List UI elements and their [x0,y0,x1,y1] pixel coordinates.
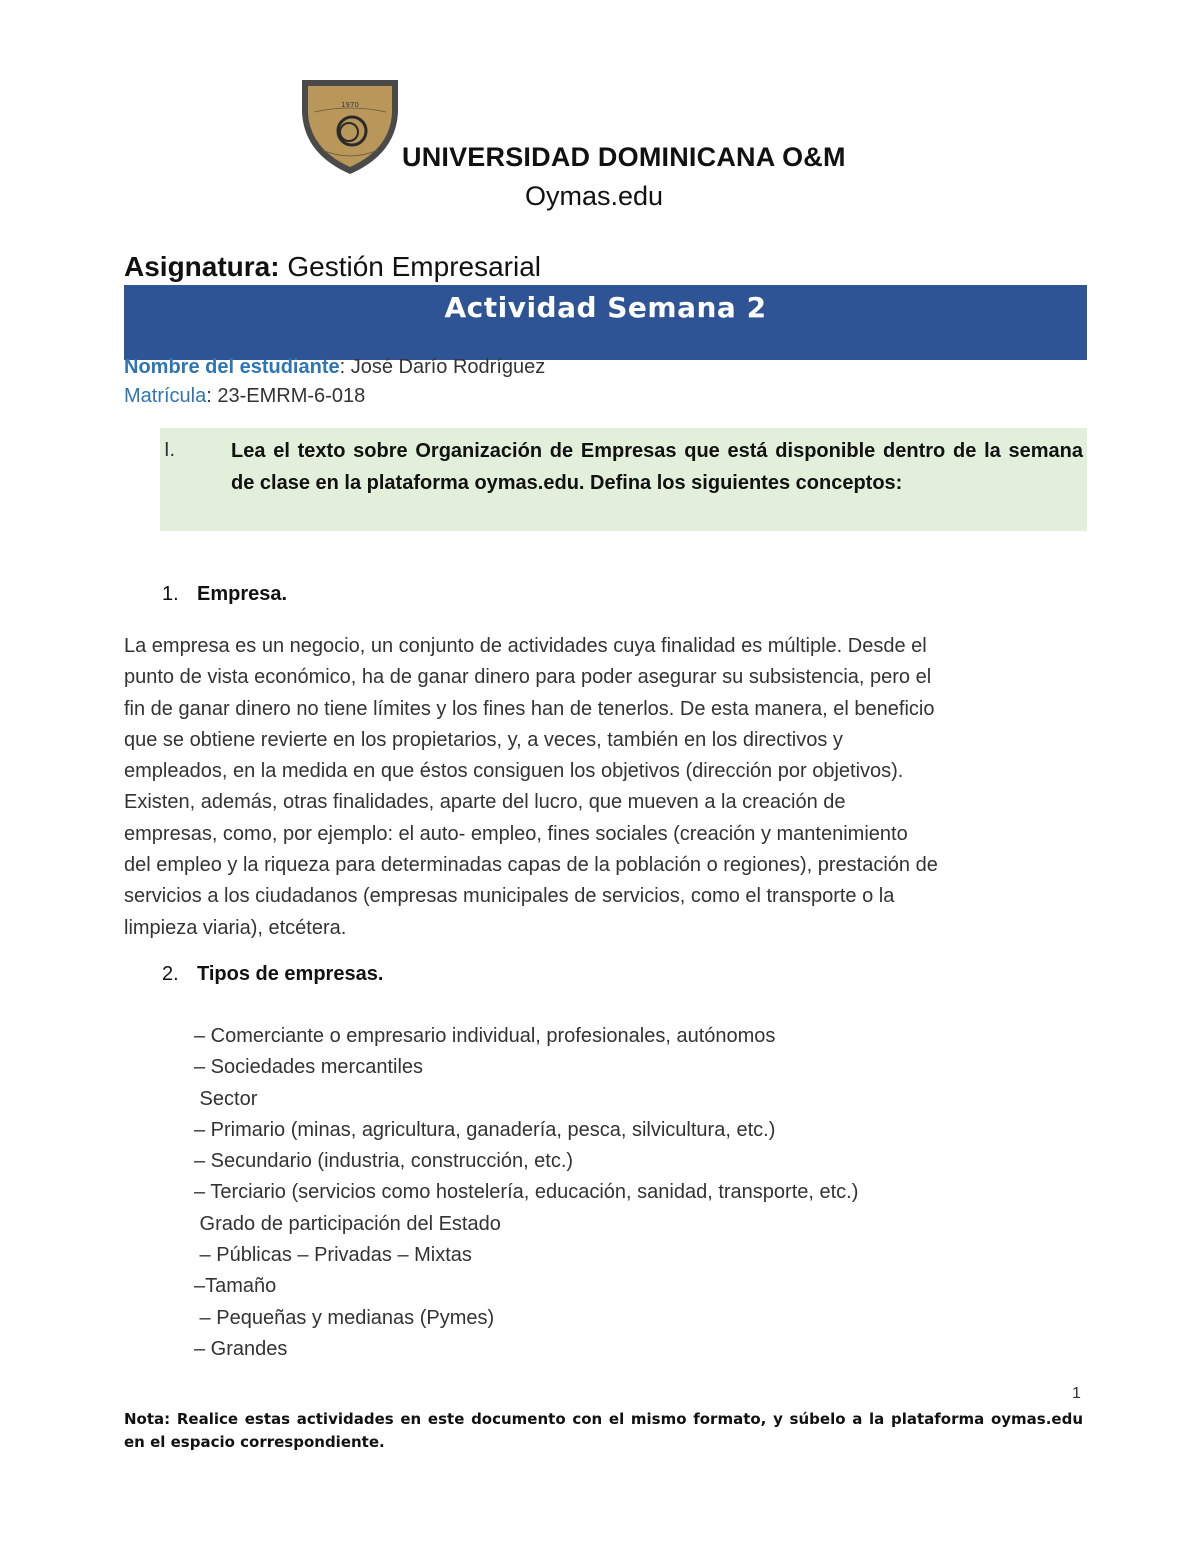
section-heading-tipos [162,963,383,986]
paragraph-line: del empleo y la riqueza para determinadas capas de la población o regiones), prestación de [124,854,938,877]
instruction-number: I. [164,439,176,461]
list-item: – Pequeñas y medianas (Pymes) [194,1306,495,1329]
section-title: Empresa. [197,583,288,605]
paragraph-line: La empresa es un negocio, un conjunto de actividades cuya finalidad es múltiple. Desde el [124,635,927,657]
list-item: – Públicas – Privadas – Mixtas [194,1244,472,1267]
student-id-label: Matrícula [124,385,207,407]
university-name: UNIVERSIDAD DOMINICANA O&M [402,142,846,172]
paragraph-line: empresas, como, por ejemplo: el auto- empleo, fines sociales (creación y mantenimiento [124,822,908,845]
paragraph-line: servicios a los ciudadanos (empresas municipales de servicios, como el transporte o la [124,885,895,908]
list-item: – Grandes [194,1337,288,1360]
activity-title: Actividad Semana 2 [444,291,767,324]
list-item: –Tamaño [194,1275,277,1298]
student-name-line [124,356,545,379]
paragraph-line: punto de vista económico, ha de ganar dinero para poder asegurar su subsistencia, pero el [124,666,932,689]
subject-label: Asignatura: [124,251,280,282]
company-types-list [194,1021,858,1365]
empresa-paragraph [124,631,1086,944]
paragraph-line: que se obtiene revierte en los propietarios, y, a veces, también en los directivos y [124,728,843,751]
student-id-value: : 23-EMRM-6-018 [206,385,366,407]
section-number: 1. [162,583,179,605]
university-shield-logo [300,76,400,176]
paragraph-line: fin de ganar dinero no tiene límites y los fines han de tenerlos. De esta manera, el beneficio [124,697,935,720]
list-item: – Comerciante o empresario individual, profesionales, autónomos [194,1025,776,1047]
list-item: Grado de participación del Estado [194,1212,501,1235]
list-item: – Sociedades mercantiles [194,1056,424,1079]
university-website: Oymas.edu [525,181,664,211]
student-name-label: Nombre del estudiante [124,356,340,378]
student-id-line [124,385,365,408]
footer-note: Nota: Realice estas actividades en este documento con el mismo formato, y súbelo a la plataforma oymas.edu en el espacio correspondiente. [124,1410,1083,1451]
subject-value: Gestión Empresarial [279,251,542,282]
logo-text: 1970 [341,101,359,109]
section-number: 2. [162,963,179,985]
paragraph-line: Existen, además, otras finalidades, aparte del lucro, que mueven a la creación de [124,791,846,814]
instruction-text: Lea el texto sobre Organización de Empresas que está disponible dentro de la semana de clase en la plataforma oymas.edu. Defina los siguientes conceptos: [231,440,1083,494]
list-item: – Secundario (industria, construcción, etc.) [194,1150,574,1173]
page-number: 1 [1072,1385,1081,1402]
list-item: – Terciario (servicios como hostelería, educación, sanidad, transporte, etc.) [194,1181,859,1204]
activity-banner [124,285,1087,360]
list-item: Sector [194,1087,258,1110]
subject-line [124,251,541,283]
paragraph-line: limpieza viaria), etcétera. [124,916,347,939]
list-item: – Primario (minas, agricultura, ganadería, pesca, silvicultura, etc.) [194,1118,776,1141]
section-heading-empresa [162,583,287,606]
paragraph-line: empleados, en la medida en que éstos consiguen los objetivos (dirección por objetivos). [124,760,904,783]
student-name-value: : José Darío Rodríguez [339,356,546,378]
section-title: Tipos de empresas. [197,963,384,985]
